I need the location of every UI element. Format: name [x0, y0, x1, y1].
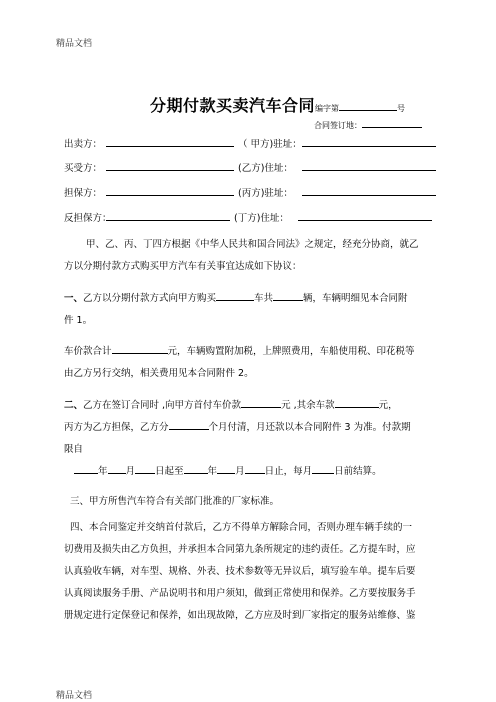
- party-name-blank: [106, 136, 234, 147]
- clause-line: 册规定进行定保登记和保养，如出现故障，乙方应及时到厂家指定的服务站维修、鉴: [64, 610, 416, 621]
- clause-text: 乙方以分期付款方式向甲方购买: [83, 293, 217, 304]
- party-name-blank: [106, 160, 234, 171]
- clause-number: 一、: [64, 293, 84, 304]
- start-month-blank: [108, 463, 126, 474]
- clause-1: [64, 288, 436, 332]
- remaining-amount-blank: [335, 397, 379, 408]
- contract-number-suffix: 号: [397, 104, 406, 113]
- clause-text: 车共: [254, 293, 274, 304]
- down-payment-blank: [241, 397, 281, 408]
- vehicle-count-blank: [273, 290, 303, 301]
- clause-text: 辆，车辆明细见本合同附: [303, 293, 408, 304]
- clause-4: [64, 517, 436, 627]
- party-label: 反担保方：: [64, 213, 112, 224]
- clause-2: [64, 395, 436, 483]
- clause-line: 认真阅读服务手册、产品说明书和用户须知，做到正常使用和保养。乙方要按服务手: [64, 588, 416, 599]
- date-text: 年: [207, 466, 218, 477]
- clause-line: 四、本合同鉴定并交纳首付款后，乙方不得单方解除合同，否则办理车辆手续的一: [70, 522, 413, 533]
- start-year-blank: [74, 463, 98, 474]
- party-name-blank: [106, 210, 230, 221]
- clause-text: 个月付清，月还款以本合同附件 3 为准。付款期: [208, 422, 411, 433]
- price-text: 车价款合计: [64, 346, 112, 357]
- clause-number: 二、: [64, 400, 84, 411]
- contract-number-blank: [339, 100, 397, 111]
- party-label: 担保方：: [64, 188, 103, 199]
- party-address-blank: [302, 136, 436, 147]
- date-text: 日起至: [155, 466, 184, 477]
- party-role: (丙方)驻址：: [238, 188, 293, 199]
- clause-text: 元 ,其余车款: [281, 400, 335, 411]
- sign-place-label: 合同签订地：: [314, 121, 362, 130]
- end-year-blank: [184, 463, 208, 474]
- vehicle-model-blank: [216, 290, 254, 301]
- date-text: 月: [235, 466, 245, 477]
- party-label: 买受方：: [64, 163, 103, 174]
- clause-text: 限自: [64, 444, 84, 455]
- party-address-blank: [302, 160, 436, 171]
- clause-text: 元，: [378, 400, 398, 411]
- date-text: 年: [98, 466, 108, 477]
- intro-paragraph: [64, 234, 436, 278]
- date-text: 日前结算。: [334, 466, 382, 477]
- party-role: （ 甲方)驻址：: [238, 139, 302, 150]
- clause-text: 件 1。: [64, 315, 93, 326]
- title-row: [150, 93, 405, 116]
- page-footer: 精品文档: [56, 691, 93, 701]
- intro-line: 甲、乙、丙、丁四方根据《中华人民共和国合同法》之规定，经充分协商，就乙: [86, 239, 419, 250]
- end-day-blank: [245, 463, 265, 474]
- party-seller: [64, 136, 436, 150]
- party-address-blank: [298, 210, 432, 221]
- party-address-blank: [302, 185, 436, 196]
- contract-number-prefix: 编字第: [315, 104, 340, 113]
- party-counter-guarantor: [64, 210, 432, 224]
- date-text: 月: [125, 466, 136, 477]
- total-price-blank: [112, 343, 168, 354]
- party-guarantor: [64, 185, 436, 199]
- clause-line: 切费用及损失由乙方负担，并承担本合同第九条所规定的违约责任。乙方提车时，应: [64, 544, 416, 555]
- party-role: (乙方)住址：: [238, 163, 293, 174]
- intro-line: 方以分期付款方式购买甲方汽车有关事宜达成如下协议：: [64, 261, 302, 272]
- clause-3: 三、甲方所售汽车符合有关部门批准的厂家标准。: [70, 496, 280, 507]
- price-text: 由乙方另行交纳，相关费用见本合同附件 2。: [64, 368, 254, 379]
- price-paragraph: [64, 341, 436, 385]
- price-text: 元，车辆购置附加税，上牌照费用，车船使用税、印花税等: [167, 346, 415, 357]
- party-buyer: [64, 160, 436, 174]
- party-role: (丁方)住址：: [234, 213, 289, 224]
- sign-place-blank: [362, 117, 422, 128]
- monthly-day-blank: [312, 463, 334, 474]
- sign-place: [314, 117, 422, 131]
- date-text: 日止，每月: [264, 466, 313, 477]
- page-header: 精品文档: [56, 39, 93, 49]
- end-month-blank: [217, 463, 235, 474]
- start-day-blank: [135, 463, 155, 474]
- party-label: 出卖方：: [64, 139, 103, 150]
- clause-text: 乙方在签订合同时 ,向甲方首付车价款: [83, 400, 242, 411]
- clause-line: 认真验收车辆，对车型、规格、外表、技术参数等无异议后，填写验车单。提车后要: [64, 566, 416, 577]
- clause-text: 丙方为乙方担保，乙方分: [64, 422, 169, 433]
- contract-title: 分期付款买卖汽车合同: [150, 96, 316, 115]
- installment-months-blank: [169, 419, 209, 430]
- party-name-blank: [106, 185, 234, 196]
